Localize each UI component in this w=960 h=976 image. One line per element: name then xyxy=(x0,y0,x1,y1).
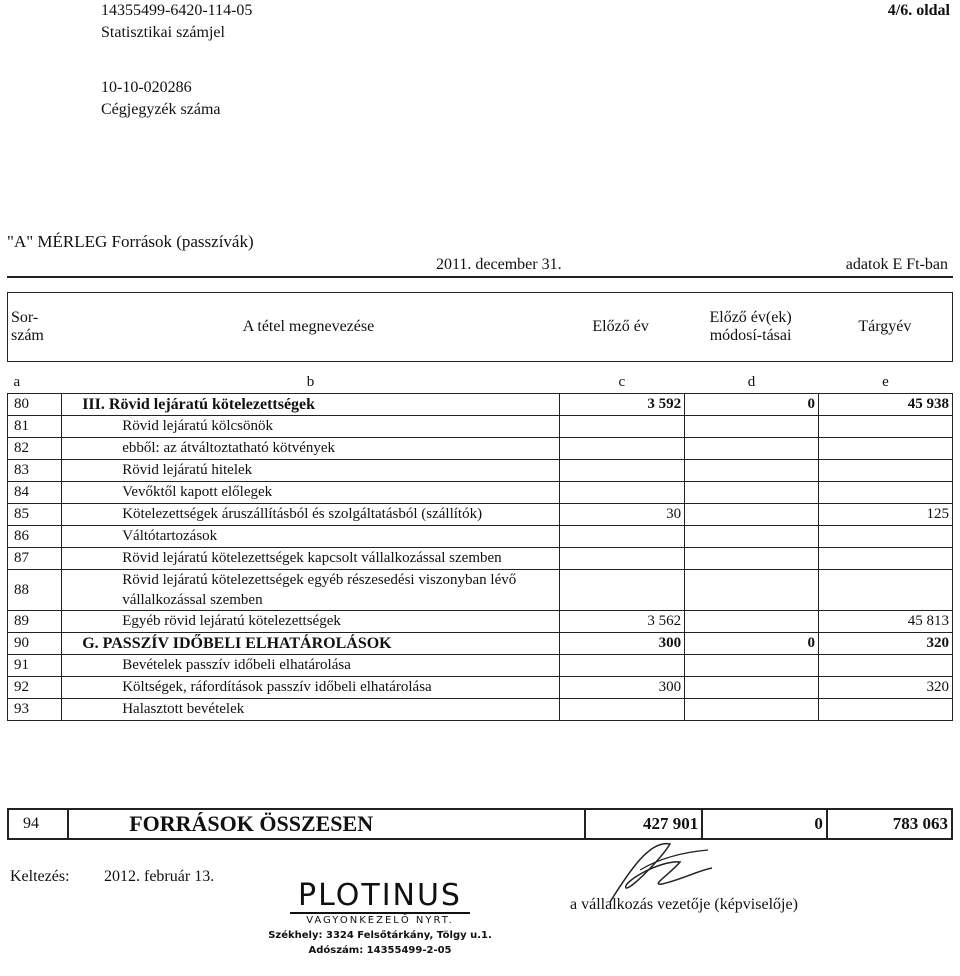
balance-date: 2011. december 31. xyxy=(436,256,562,273)
row-mod-value xyxy=(685,611,819,633)
row-prev-value xyxy=(559,655,684,677)
company-stamp xyxy=(260,880,500,958)
row-cur-value: 45 813 xyxy=(819,611,953,633)
row-number: 91 xyxy=(8,655,62,677)
row-cur-value xyxy=(819,655,953,677)
row-prev-value: 300 xyxy=(559,677,684,699)
col-mod: Előző év(ek) módosí-tásai xyxy=(683,293,817,362)
table-row xyxy=(8,570,953,611)
row-label: Vevőktől kapott előlegek xyxy=(62,482,559,504)
col-cur: Tárgyév xyxy=(818,293,953,362)
row-cur-value xyxy=(819,526,953,548)
row-label: III. Rövid lejáratú kötelezettségek xyxy=(62,394,559,416)
stamp-name: PLOTINUS xyxy=(298,878,462,913)
stat-label: Statisztikai számjel xyxy=(101,24,225,41)
table-row xyxy=(8,633,953,655)
row-mod-value xyxy=(685,677,819,699)
total-nr: 94 xyxy=(8,809,68,839)
row-number: 85 xyxy=(8,504,62,526)
row-number: 83 xyxy=(8,460,62,482)
row-prev-value xyxy=(559,699,684,721)
date-value: 2012. február 13. xyxy=(104,868,215,885)
total-table xyxy=(7,808,953,840)
row-prev-value xyxy=(559,416,684,438)
row-mod-value xyxy=(685,460,819,482)
row-mod-value: 0 xyxy=(685,394,819,416)
row-label: G. PASSZÍV IDŐBELI ELHATÁROLÁSOK xyxy=(62,633,559,655)
row-prev-value: 3 592 xyxy=(559,394,684,416)
row-number: 93 xyxy=(8,699,62,721)
row-prev-value: 3 562 xyxy=(559,611,684,633)
row-mod-value xyxy=(685,570,819,611)
col-prev: Előző év xyxy=(558,293,684,362)
reg-label: Cégjegyzék száma xyxy=(101,101,221,118)
signer-label: a vállalkozás vezetője (képviselője) xyxy=(570,896,798,913)
total-label: FORRÁSOK ÖSSZESEN xyxy=(68,809,585,839)
row-prev-value xyxy=(559,460,684,482)
total-row xyxy=(8,809,952,839)
row-number: 80 xyxy=(8,394,62,416)
row-number: 86 xyxy=(8,526,62,548)
row-cur-value xyxy=(819,438,953,460)
row-cur-value: 320 xyxy=(819,633,953,655)
table-row xyxy=(8,460,953,482)
row-number: 88 xyxy=(8,570,62,611)
row-cur-value: 125 xyxy=(819,504,953,526)
table-row xyxy=(8,416,953,438)
row-label: Kötelezettségek áruszállításból és szolgáltatásból (szállítók) xyxy=(62,504,559,526)
row-mod-value xyxy=(685,548,819,570)
row-label: Egyéb rövid lejáratú kötelezettségek xyxy=(62,611,559,633)
table-row xyxy=(8,526,953,548)
row-mod-value xyxy=(685,416,819,438)
table-row xyxy=(8,394,953,416)
total-mod: 0 xyxy=(702,809,827,839)
reg-code: 10-10-020286 xyxy=(101,79,192,96)
stamp-line3: Adószám: 14355499-2-05 xyxy=(308,945,452,956)
row-prev-value xyxy=(559,570,684,611)
row-number: 90 xyxy=(8,633,62,655)
row-number: 82 xyxy=(8,438,62,460)
row-label: Rövid lejáratú kötelezettségek egyéb részesedési viszonyban lévő vállalkozással szemben xyxy=(62,570,559,611)
stamp-line2: Székhely: 3324 Felsőtárkány, Tölgy u.1. xyxy=(268,930,492,941)
table-row xyxy=(8,611,953,633)
row-mod-value xyxy=(685,699,819,721)
table-row xyxy=(8,438,953,460)
page-number: 4/6. oldal xyxy=(887,2,950,19)
column-header-table xyxy=(7,292,953,362)
row-number: 87 xyxy=(8,548,62,570)
row-cur-value xyxy=(819,460,953,482)
row-cur-value xyxy=(819,416,953,438)
table-row xyxy=(8,699,953,721)
row-prev-value: 300 xyxy=(559,633,684,655)
date-label: Keltezés: xyxy=(10,868,70,885)
row-label: ebből: az átváltoztatható kötvények xyxy=(62,438,559,460)
row-number: 84 xyxy=(8,482,62,504)
row-cur-value: 320 xyxy=(819,677,953,699)
row-mod-value xyxy=(685,526,819,548)
row-cur-value xyxy=(819,482,953,504)
balance-table xyxy=(7,372,953,721)
stamp-line1: VAGYONKEZELŐ NYRT. xyxy=(306,915,454,926)
row-mod-value xyxy=(685,482,819,504)
row-label: Bevételek passzív időbeli elhatárolása xyxy=(62,655,559,677)
row-prev-value xyxy=(559,548,684,570)
stat-code: 14355499-6420-114-05 xyxy=(101,2,253,19)
row-label: Halasztott bevételek xyxy=(62,699,559,721)
row-number: 89 xyxy=(8,611,62,633)
table-row xyxy=(8,504,953,526)
row-cur-value xyxy=(819,548,953,570)
row-prev-value xyxy=(559,526,684,548)
row-mod-value xyxy=(685,438,819,460)
row-mod-value xyxy=(685,504,819,526)
row-prev-value xyxy=(559,438,684,460)
row-mod-value: 0 xyxy=(685,633,819,655)
row-mod-value xyxy=(685,655,819,677)
row-label: Rövid lejáratú hitelek xyxy=(62,460,559,482)
title-divider xyxy=(7,276,953,278)
row-label: Rövid lejáratú kötelezettségek kapcsolt vállalkozással szemben xyxy=(62,548,559,570)
row-prev-value: 30 xyxy=(559,504,684,526)
row-label: Költségek, ráfordítások passzív időbeli elhatárolása xyxy=(62,677,559,699)
row-number: 92 xyxy=(8,677,62,699)
row-number: 81 xyxy=(8,416,62,438)
row-cur-value xyxy=(819,699,953,721)
row-prev-value xyxy=(559,482,684,504)
table-row xyxy=(8,548,953,570)
total-cur: 783 063 xyxy=(827,809,952,839)
row-cur-value: 45 938 xyxy=(819,394,953,416)
col-name: A tétel megnevezése xyxy=(59,293,558,362)
table-row xyxy=(8,482,953,504)
total-prev: 427 901 xyxy=(585,809,702,839)
row-label: Váltótartozások xyxy=(62,526,559,548)
row-cur-value xyxy=(819,570,953,611)
unit-label: adatok E Ft-ban xyxy=(845,256,948,273)
table-row xyxy=(8,655,953,677)
page-title: "A" MÉRLEG Források (passzívák) xyxy=(7,232,254,251)
table-row xyxy=(8,677,953,699)
letter-row: a b c d e xyxy=(8,372,953,394)
row-label: Rövid lejáratú kölcsönök xyxy=(62,416,559,438)
col-sor: Sor- szám xyxy=(8,293,60,362)
